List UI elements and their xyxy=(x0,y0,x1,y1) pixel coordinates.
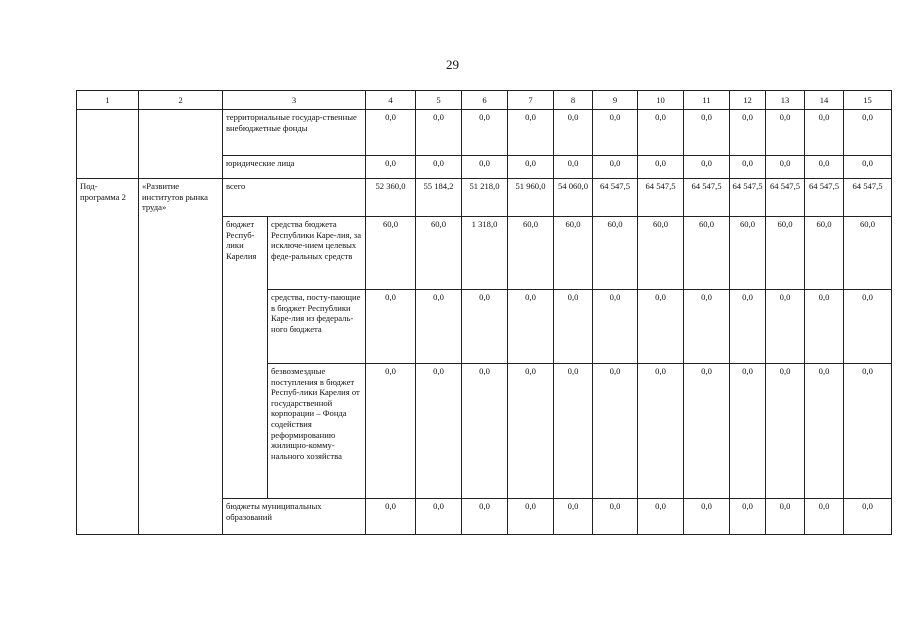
row-label: территориальные государ-ственные внебюджетные фонды xyxy=(223,110,366,156)
value-cell: 60,0 xyxy=(766,217,805,290)
value-cell: 51 960,0 xyxy=(508,179,554,217)
value-cell: 0,0 xyxy=(462,156,508,179)
value-cell: 0,0 xyxy=(684,499,730,535)
value-cell: 0,0 xyxy=(416,364,462,499)
header-cell: 8 xyxy=(554,91,593,110)
value-cell: 0,0 xyxy=(684,364,730,499)
row-label: всего xyxy=(223,179,366,217)
budget-table xyxy=(76,90,892,535)
value-cell: 0,0 xyxy=(730,364,766,499)
header-cell: 11 xyxy=(684,91,730,110)
value-cell: 1 318,0 xyxy=(462,217,508,290)
value-cell: 0,0 xyxy=(508,156,554,179)
value-cell: 0,0 xyxy=(638,156,684,179)
value-cell: 0,0 xyxy=(805,110,844,156)
value-cell: 0,0 xyxy=(462,499,508,535)
value-cell: 64 547,5 xyxy=(805,179,844,217)
value-cell: 0,0 xyxy=(416,110,462,156)
table-row-total xyxy=(77,179,892,217)
value-cell: 0,0 xyxy=(508,110,554,156)
value-cell: 60,0 xyxy=(805,217,844,290)
empty-cell xyxy=(139,110,223,179)
value-cell: 0,0 xyxy=(593,364,638,499)
value-cell: 0,0 xyxy=(366,364,416,499)
header-cell: 4 xyxy=(366,91,416,110)
value-cell: 0,0 xyxy=(730,156,766,179)
value-cell: 0,0 xyxy=(416,499,462,535)
value-cell: 64 547,5 xyxy=(766,179,805,217)
value-cell: 64 547,5 xyxy=(684,179,730,217)
value-cell: 0,0 xyxy=(730,290,766,364)
value-cell: 60,0 xyxy=(508,217,554,290)
value-cell: 60,0 xyxy=(844,217,892,290)
value-cell: 60,0 xyxy=(684,217,730,290)
header-cell: 10 xyxy=(638,91,684,110)
value-cell: 60,0 xyxy=(366,217,416,290)
header-cell: 5 xyxy=(416,91,462,110)
header-cell: 6 xyxy=(462,91,508,110)
value-cell: 0,0 xyxy=(366,110,416,156)
republic-budget-label: бюджет Респуб-лики Карелия xyxy=(223,217,268,499)
header-row xyxy=(77,91,892,110)
value-cell: 0,0 xyxy=(805,156,844,179)
header-cell: 15 xyxy=(844,91,892,110)
value-cell: 0,0 xyxy=(766,156,805,179)
value-cell: 64 547,5 xyxy=(730,179,766,217)
value-cell: 0,0 xyxy=(508,364,554,499)
value-cell: 0,0 xyxy=(805,364,844,499)
row-label: средства, посту-пающие в бюджет Республики Каре-лия из федераль-ного бюджета xyxy=(268,290,366,364)
value-cell: 55 184,2 xyxy=(416,179,462,217)
value-cell: 0,0 xyxy=(416,156,462,179)
value-cell: 0,0 xyxy=(508,499,554,535)
table-row-territorial-funds xyxy=(77,110,892,156)
value-cell: 0,0 xyxy=(554,156,593,179)
value-cell: 0,0 xyxy=(462,290,508,364)
header-cell: 9 xyxy=(593,91,638,110)
value-cell: 0,0 xyxy=(593,156,638,179)
value-cell: 60,0 xyxy=(416,217,462,290)
value-cell: 0,0 xyxy=(730,499,766,535)
value-cell: 0,0 xyxy=(462,110,508,156)
value-cell: 0,0 xyxy=(805,499,844,535)
row-label: юридические лица xyxy=(223,156,366,179)
value-cell: 0,0 xyxy=(593,290,638,364)
value-cell: 0,0 xyxy=(638,290,684,364)
value-cell: 0,0 xyxy=(684,290,730,364)
subprogram-number: Под-программа 2 xyxy=(77,179,139,535)
value-cell: 0,0 xyxy=(508,290,554,364)
value-cell: 0,0 xyxy=(766,290,805,364)
header-cell: 13 xyxy=(766,91,805,110)
value-cell: 0,0 xyxy=(366,290,416,364)
header-cell: 2 xyxy=(139,91,223,110)
value-cell: 0,0 xyxy=(593,110,638,156)
header-cell: 12 xyxy=(730,91,766,110)
header-cell: 7 xyxy=(508,91,554,110)
value-cell: 0,0 xyxy=(638,499,684,535)
value-cell: 0,0 xyxy=(366,499,416,535)
value-cell: 0,0 xyxy=(684,110,730,156)
value-cell: 52 360,0 xyxy=(366,179,416,217)
value-cell: 0,0 xyxy=(684,156,730,179)
header-cell: 3 xyxy=(223,91,366,110)
value-cell: 64 547,5 xyxy=(593,179,638,217)
value-cell: 60,0 xyxy=(638,217,684,290)
value-cell: 60,0 xyxy=(730,217,766,290)
value-cell: 0,0 xyxy=(766,110,805,156)
page-number: 29 xyxy=(446,57,459,72)
value-cell: 0,0 xyxy=(805,290,844,364)
value-cell: 51 218,0 xyxy=(462,179,508,217)
value-cell: 0,0 xyxy=(766,499,805,535)
value-cell: 54 060,0 xyxy=(554,179,593,217)
value-cell: 0,0 xyxy=(554,364,593,499)
value-cell: 0,0 xyxy=(844,156,892,179)
subprogram-title: «Развитие институтов рынка труда» xyxy=(139,179,223,535)
value-cell: 0,0 xyxy=(730,110,766,156)
header-cell: 1 xyxy=(77,91,139,110)
value-cell: 0,0 xyxy=(844,290,892,364)
value-cell: 0,0 xyxy=(366,156,416,179)
value-cell: 0,0 xyxy=(844,110,892,156)
value-cell: 0,0 xyxy=(766,364,805,499)
value-cell: 0,0 xyxy=(554,110,593,156)
value-cell: 0,0 xyxy=(844,499,892,535)
row-label: бюджеты муниципальных образований xyxy=(223,499,366,535)
row-label: средства бюджета Республики Каре-лия, за исключе-нием целевых феде-ральных средств xyxy=(268,217,366,290)
header-cell: 14 xyxy=(805,91,844,110)
value-cell: 64 547,5 xyxy=(638,179,684,217)
value-cell: 0,0 xyxy=(462,364,508,499)
value-cell: 60,0 xyxy=(593,217,638,290)
value-cell: 0,0 xyxy=(554,499,593,535)
value-cell: 0,0 xyxy=(416,290,462,364)
value-cell: 0,0 xyxy=(638,110,684,156)
value-cell: 0,0 xyxy=(844,364,892,499)
empty-cell xyxy=(77,110,139,179)
row-label: безвозмездные поступления в бюджет Респуб-лики Карелия от государственной корпорации – Фонда содействия реформированию жилищно-комму-нального хозяйства xyxy=(268,364,366,499)
value-cell: 0,0 xyxy=(638,364,684,499)
value-cell: 0,0 xyxy=(593,499,638,535)
value-cell: 60,0 xyxy=(554,217,593,290)
value-cell: 0,0 xyxy=(554,290,593,364)
value-cell: 64 547,5 xyxy=(844,179,892,217)
